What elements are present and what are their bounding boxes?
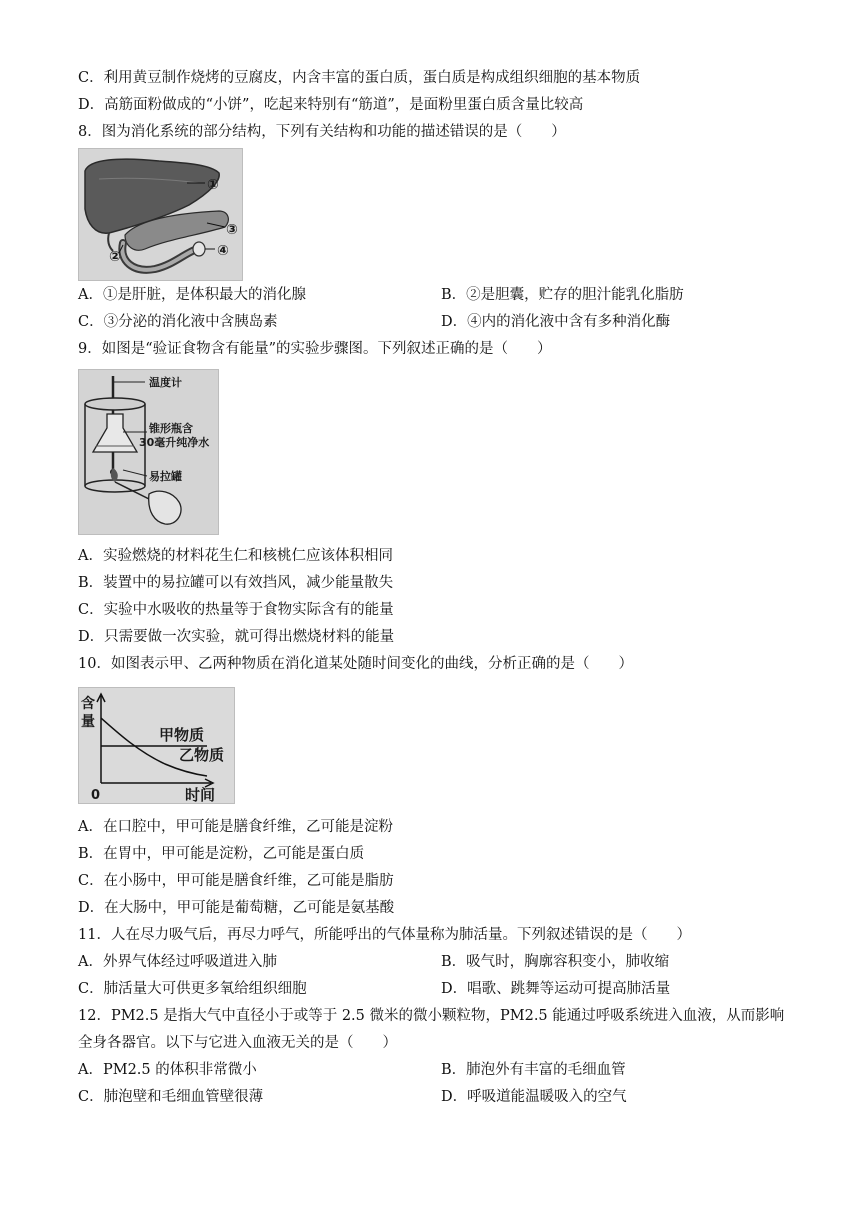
- q11-option-c: C．肺活量大可供更多氧给组织细胞: [78, 981, 307, 997]
- q9-option-a: A．实验燃烧的材料花生仁和核桃仁应该体积相同: [78, 548, 393, 564]
- y-label-char-2: 量: [81, 714, 95, 730]
- q12-option-b: B．肺泡外有丰富的毛细血管: [441, 1062, 626, 1078]
- q9-option-b: B．装置中的易拉罐可以有效挡风，减少能量散失: [78, 575, 394, 591]
- q12-stem-line2: 全身各器官。以下与它进入血液无关的是（ ）: [78, 1035, 397, 1051]
- q8-stem: 8．图为消化系统的部分结构，下列有关结构和功能的描述错误的是（ ）: [78, 124, 566, 140]
- q10-option-b: B．在胃中，甲可能是淀粉，乙可能是蛋白质: [78, 846, 365, 862]
- series-a-label: 甲物质: [159, 726, 205, 744]
- q12-option-d: D．呼吸道能温暖吸入的空气: [441, 1089, 627, 1105]
- label-1: ①: [207, 177, 219, 193]
- series-b-label: 乙物质: [179, 746, 225, 764]
- q12-stem-line1: 12．PM2.5 是指大气中直径小于或等于 2.5 微米的微小颗粒物，PM2.5 能通过呼吸系统进入血液，从而影响: [78, 1008, 785, 1024]
- origin-label: 0: [91, 788, 101, 803]
- y-label-char-1: 含: [81, 696, 95, 712]
- q7-option-d: D．高筋面粉做成的“小饼”，吃起来特别有“筋道”，是面粉里蛋白质含量比较高: [78, 97, 584, 113]
- q9-stem: 9．如图是“验证食物含有能量”的实验步骤图。下列叙述正确的是（ ）: [78, 341, 552, 357]
- substance-time-graph: [78, 687, 235, 804]
- q8-option-b: B．②是胆囊，贮存的胆汁能乳化脂肪: [441, 287, 684, 303]
- label-can: 易拉罐: [149, 470, 182, 483]
- food-energy-experiment-figure: [78, 369, 219, 535]
- q12-option-c: C．肺泡壁和毛细血管壁很薄: [78, 1089, 264, 1105]
- q10-option-c: C．在小肠中，甲可能是膳食纤维，乙可能是脂肪: [78, 873, 394, 889]
- q8-option-c: C．③分泌的消化液中含胰岛素: [78, 314, 278, 330]
- q7-option-c: C．利用黄豆制作烧烤的豆腐皮，内含丰富的蛋白质，蛋白质是构成组织细胞的基本物质: [78, 70, 641, 86]
- label-flask-line2: 30毫升纯净水: [139, 436, 210, 449]
- q8-option-a: A．①是肝脏，是体积最大的消化腺: [78, 287, 306, 303]
- q11-stem: 11．人在尽力吸气后，再尽力呼气，所能呼出的气体量称为肺活量。下列叙述错误的是（ ）: [78, 927, 691, 943]
- label-2: ②: [109, 249, 121, 265]
- label-4: ④: [217, 243, 229, 259]
- q12-option-a: A．PM2.5 的体积非常微小: [78, 1062, 257, 1078]
- label-3: ③: [226, 222, 238, 238]
- q8-option-d: D．④内的消化液中含有多种消化酶: [441, 314, 671, 330]
- q9-option-c: C．实验中水吸收的热量等于食物实际含有的能量: [78, 602, 394, 618]
- x-axis-label: 时间: [185, 786, 216, 803]
- label-flask-line1: 锥形瓶含: [149, 422, 193, 435]
- q11-option-b: B．吸气时，胸廓容积变小，肺收缩: [441, 954, 670, 970]
- q9-option-d: D．只需要做一次实验，就可得出燃烧材料的能量: [78, 629, 395, 645]
- q11-option-a: A．外界气体经过呼吸道进入肺: [78, 954, 277, 970]
- q10-option-d: D．在大肠中，甲可能是葡萄糖，乙可能是氨基酸: [78, 900, 395, 916]
- q10-stem: 10．如图表示甲、乙两种物质在消化道某处随时间变化的曲线，分析正确的是（ ）: [78, 656, 633, 672]
- q10-option-a: A．在口腔中，甲可能是膳食纤维，乙可能是淀粉: [78, 819, 393, 835]
- digestive-organs-figure: [78, 148, 243, 281]
- q11-option-d: D．唱歌、跳舞等运动可提高肺活量: [441, 981, 671, 997]
- label-thermometer: 温度计: [149, 376, 182, 389]
